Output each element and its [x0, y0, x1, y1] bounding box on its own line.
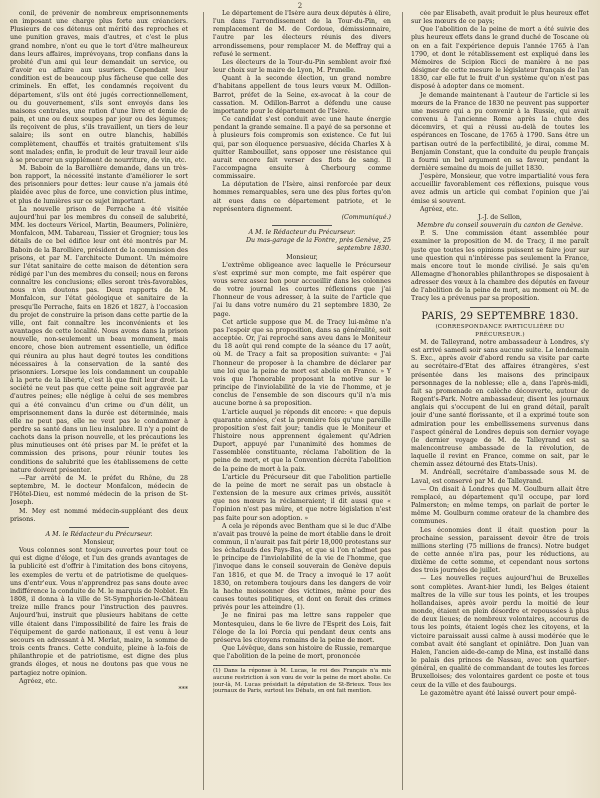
letter-close: Agréez, etc.	[19, 677, 58, 685]
article-paragraph: La nouvelle prison de Perrache a été visitée aujourd'hui par les membres du conseil de salubrité, MM. les docteurs Véricel, Martin, Beaumers, Polinière, Monfalcon, MM. Tabareau, Tissier et Grognier; tous les détails de ce bel édifice leur ont été montrés par M. Baboin de la Barollière, président de la commission des prisons, et par M. l'architecte Dumont. Un mémoire sur l'état sanitaire de cette maison de détention sera rédigé par l'un des membres du conseil; nous en ferons connaître les conclusions; elles seront très-favorables, nous n'en doutons pas. Deux rapports de M. Monfalcon, sur l'état géologique et sanitaire de la presqu'île Perrache, faits en 1826 et 1827, à l'occasion du projet de construire la prison dans cette partie de la ville, ont fait connaître les inconvénients et les avantages de cette localité. Nous avons dans la prison nouvelle, non-seulement un beau monument, mais encore, chose bien autrement essentielle, un édifice qui réunira au plus haut degré toutes les conditions nécessaires à la conservation de la santé des prisonniers. Lorsque les lois condamnent un coupable à la perte de la liberté, c'est là que finit leur droit. La société ne veut pas que cette peine soit aggravée par d'autres peines; elle néglige à celui de ses membres qui a été convaincu d'un crime ou d'un délit, un emprisonnement dans la durée est déterminée, mais elle ne peut pas, elle ne veut pas le condamner à perdre sa santé dans un lieu insalubre. Il n'y a point de cachots dans la prison nouvelle, et les précautions les plus minutieuses ont été prises par M. le préfet et la commission des prisons, pour réunir toutes les conditions de salubrité que les établissemens de cette nature doivent présenter.	[10, 205, 188, 474]
letter-heading: A M. le Rédacteur du Précurseur.	[45, 530, 153, 538]
article-paragraph: Que l'abolition de la peine de mort a été suivie des plus heureux effets dans le grand duché de Toscane où on en a fait l'expérience depuis l'année 1765 à l'an 1790, et dont le rétablissement est expliqué dans les Mémoires de Scipion Ricci de manière à ne pas désigner de cette mesure le législateur français de l'an 1830, car elle fut le fruit d'un système qu'on n'est pas disposé à adopter dans ce moment.	[411, 26, 589, 91]
article-paragraph: — On disait à Londres que M. Goulburn allait être remplacé, au département qu'il occupe, par lord Palmerston; en même temps, on parlait de porter le même M. Goulburn comme orateur de la chambre des communes.	[411, 485, 589, 526]
letter-heading: A M. le Rédacteur du Précurseur.	[248, 229, 356, 237]
column-left	[10, 10, 188, 794]
article-paragraph: L'extrême obligeance avec laquelle le Précurseur s'est exprimé sur mon compte, me fait espérer que vous serez assez bon pour accueillir dans les colonnes de votre journal les courtes réflexions que j'ai l'honneur de vous adresser, à la suite de l'article que j'ai lu dans votre numéro du 21 septembre 1830, 2e page.	[213, 261, 391, 318]
article-paragraph: M. Mey est nommé médecin-suppléant des deux prisons.	[10, 507, 188, 523]
article-paragraph: L'article du Précurseur dit que l'abolition partielle de la peine de mort ne serait pas un obstacle à l'extension de la mesure aux crimes privés, aussitôt que nos mœurs la réclameraient; il dit aussi que « l'opinion n'est pas mûre, et que notre législation n'est pas faite pour son adoption. »	[213, 473, 391, 522]
section-divider	[470, 307, 530, 308]
column-middle	[213, 10, 391, 794]
article-paragraph: M. Andréall, secrétaire d'ambassade sous M. de Laval, est conservé par M. de Talleyrand.	[411, 469, 589, 485]
article-paragraph: J'espère, Monsieur, que votre impartialité vous fera accueillir favorablement ces réflexions, puisque vous avez admis un article qui combat l'opinion que j'ai émise si souvent.	[411, 173, 589, 205]
signature-title: Membre du conseil souverain du canton de Genève.	[417, 222, 583, 230]
letter-close: Agréez, etc.	[420, 205, 459, 213]
article-paragraph: Je ne finirai pas ma lettre sans rappeler que Montesquieu, dans le 6e livre de l'Esprit des Lois, fait l'éloge de la loi Porcia qui pendant deux cents ans préserva les citoyens romains de la peine de mort.	[213, 612, 391, 644]
article-paragraph: Que Lévêque, dans son histoire de Russie, remarque que l'abolition de la peine de mort, prononcée	[213, 645, 391, 661]
article-paragraph: Ce candidat s'est conduit avec une haute énergie pendant la grande semaine. Il a payé de sa personne et à plusieurs fois compromis son existence. Ce fut lui qui, par son éloquence persuasive, décida Charles X à quitter Rambouillet, sans opposer une résistance qui aurait encore fait verser des flots de sang. Il l'accompagna ensuite à Cherbourg comme commissaire.	[213, 116, 391, 181]
article-paragraph: conil, de prévenir de nombreux emprisonnements en imposant une charge plus forte aux créanciers. Plusieurs de ces détenus ont mérité des reproches et une punition graves, mais d'autres, et c'est le plus grand nombre, n'ont eu que le tort d'être malheureux dans leurs affaires, imprévoyans, trop confians dans la probité d'un ami qui leur demandait un service, ou d'avoir eu affaire aux usuriers. Cependant leur condition est de beaucoup plus fâcheuse que celle des criminels. En effet, les condamnés reçoivent du département, s'ils ont été jugés correctionnellement, ou du gouvernement, s'ils sont envoyés dans les maisons centrales, une ration d'une livre et demie de pain, et une ou deux soupes par jour ou des légumes; ils reçoivent de plus, s'ils travaillent, un tiers de leur salaire; ils sont en outre blanchis, habillés complètement, chauffés et traités gratuitement s'ils sont malades; enfin, le produit de leur travail leur aide à se procurer un supplément de nourriture, de vin, etc.	[10, 10, 188, 164]
article-paragraph: — Les nouvelles reçues aujourd'hui de Bruxelles sont complètes. Avant-hier lundi, les Belges étaient maîtres de la ville sur tous les points, et les troupes hollandaises, après avoir perdu la moitié de leur monde, étaient en plein désordre et repoussées à plus de deux lieues; de nombreux volontaires, accourus de tous les points, étaient logés chez les citoyens, et la victoire paraissait aussi calme à aussi modérée que le combat avait été sanglant et opiniâtre. Don Juan van Halen, l'ancien aide-de-camp de Mina, est installé dans le palais des princes de Nassau, avec son quartier-général, en qualité de commandant de toutes les forces Bruxelloises; des volontaires gardent ce poste et tous ceux de la ville et des faubourgs.	[411, 575, 589, 689]
article-paragraph: cée par Elisabeth, avait produit le plus heureux effet sur les mœurs de ce pays;	[411, 10, 589, 26]
article-paragraph: Cet article suppose que M. de Tracy lui-même n'a pas l'espoir que sa proposition, dans sa généralité, soit acceptée. Or, j'ai reproché sans aveu dans le Moniteur du 18 août qui rend compte de la séance du 17 août, où M. de Tracy a fait sa proposition suivante: « J'ai l'honneur de proposer à la chambre de déclarer par une loi que la peine de mort est abolie en France. » Y vois que l'honorable proposant la motive sur le principe de l'inviolabilité de la vie de l'homme, et je conclus de l'ensemble de son discours qu'il n'a mis aucune borne à sa proposition.	[213, 318, 391, 408]
letter-dateline: Du mas-garage de la Fontre, près Genève, 25 septembre 1830.	[245, 237, 391, 253]
correspondence-label: (CORRESPONDANCE PARTICULIÈRE DU PRÉCURSEUR.)	[435, 323, 565, 338]
article-paragraph: La députation de l'Isère, ainsi renforcée par deux hommes remarquables, sera une des plus fortes qu'on ait eues dans ce département patriote, et le représentera dignement.	[213, 181, 391, 213]
letter-signature: ***	[178, 685, 188, 693]
column-rule-left	[203, 12, 204, 790]
article-paragraph: —Par arrêté de M. le préfet du Rhône, du 28 septembre, M. le docteur Monfalcon, médecin de l'Hôtel-Dieu, est nommé médecin de la prison de St-Joseph.	[10, 474, 188, 507]
article-paragraph: Les électeurs de la Tour-du-Pin semblent avoir fixé leur choix sur le maire de Lyon, M. Prunelle.	[213, 58, 391, 75]
column-right	[411, 10, 589, 794]
letter-salutation: Monsieur,	[286, 253, 318, 261]
article-paragraph: Le gazomètre ayant été laissé ouvert pour empê-	[420, 689, 577, 697]
dateline-heading: PARIS, 29 SEPTEMBRE 1830.	[421, 310, 579, 322]
article-paragraph: A cela je réponds avec Bentham que si le duc d'Albe n'avait pas trouvé la peine de mort établie dans le droit commun, il n'aurait pas fait périr 18,000 protestans sur les échafauds des Pays-Bas, et que si l'on n'admet pas le principe de l'inviolabilité de la vie de l'homme, que j'invoque dans le conseil souverain de Genève depuis l'an 1816, et que M. de Tracy a invoqué le 17 août 1830, on retombera toujours dans les dangers de voir la hache moissonner des victimes, même pour des causes toutes politiques, et dont on ferait des crimes privés pour les atteindre (1).	[213, 522, 391, 612]
footnote: (1) Dans la réponse à M. Lucas, le roi des Français n'a mis aucune restriction à son vœu de voir la peine de mort abolie. Ce jour-là, M. Lucas présidait la députation de St-Brieux. Tous les journaux de Paris, surtout les Débats, en ont fait mention.	[213, 665, 391, 694]
article-paragraph: M. de Talleyrand, notre ambassadeur à Londres, s'y est arrivé samedi soir sans aucune suite. Le lendemain S. Exc., après avoir d'abord rendu sa visite par carte au secrétaire-d'Etat des affaires étrangères, s'est présentée dans les maisons des principaux personnages de la noblesse; elle a, dans l'après-midi, fait sa promenade en calèche découverte, autour de Regent's-Park. Notre ambassadeur, disent les journaux anglais qui s'occupent de lui en grand détail, paraît jouir d'une santé florissante, et il a exprimé toute son admiration pour les embellissemens survenus dans l'aspect général de Londres depuis son dernier voyage (le dernier voyage de M. de Talleyrand est sa malencontreuse ambassade de la révolution, de laquelle il revint en France, comme on sait, par le chemin assez détourné des Etats-Unis).	[411, 338, 589, 469]
article-paragraph: Le département de l'Isère aura deux députés à élire, l'un dans l'arrondissement de la Tour-du-Pin, en remplacement de M. de Cordoue, démissionnaire, l'autre par les électeurs réunis des divers arrondissemens, pour remplacer M. de Meffray qui a refusé le serment.	[213, 10, 391, 58]
column-rule-right	[402, 12, 403, 790]
page-number: 2	[297, 2, 303, 10]
article-paragraph: Les économies dont il était question pour la prochaine session, paraissent devoir être de trois millions sterling (75 millions de francs). Notre budget de cette année n'ira pas, pour les réductions, au dixième de cette somme, et cependant nous sortons des trois journées de juillet.	[411, 526, 589, 575]
article-paragraph: M. Baboin de la Barollière demande, dans un très-bon rapport, la nécessité instante d'améliorer le sort des prisonniers pour dettes: leur cause n'a jamais été plaidée avec plus de force, une conviction plus intime, et plus de lumières sur ce sujet important.	[10, 164, 188, 205]
article-paragraph: L'article auquel je réponds dit encore: « que depuis quarante années, c'est la première fois qu'une pareille proposition s'est fait jour; tandis que le Moniteur et l'histoire nous apprennent également qu'Adrien Duport, appuyé par l'unanimité des hommes de l'assemblée constituante, réclama l'abolition de la peine de mort, et que la Convention décréta l'abolition de la peine de mort à la paix.	[213, 408, 391, 473]
section-divider	[272, 225, 332, 226]
article-paragraph: P. S. Une commission étant assemblée pour examiner la proposition de M. de Tracy, il me paraît juste que toutes les opinions puissent se faire jour sur une question qui n'intéresse pas seulement la France, mais encore tout le monde civilisé. Je sais qu'en Allemagne d'honorables philanthropes se disposaient à adresser des vœux à la chambre des députés en faveur de l'abolition de la peine de mort, au moment où M. de Tracy les a prévenus par sa proposition.	[411, 230, 589, 303]
article-credit: (Communiqué.)	[341, 213, 391, 221]
article-paragraph: Quant à la seconde élection, un grand nombre d'habitans appellent de tous leurs vœux M. Odillon-Barrot, préfet de la Seine, ex-avocat à la cour de cassation. M. Odillon-Barrot a défendu une cause importante pour le département de l'Isère.	[213, 75, 391, 115]
article-paragraph: Je demande maintenant à l'auteur de l'article si les mœurs de la France de 1830 ne peuvent pas supporter une mesure qui a pu convenir à la Russie, qui avait convenu à l'ancienne Rome après la chute des décemvirs, et qui a réussi au-delà de toutes les espérances en Toscane, de 1765 à 1790. Sans être un partisan outré de la perfectibilité, je dirai, comme M. Benjamin Constant, que la conduite du peuple français a fourni un bel argument en sa faveur, pendant la dernière semaine du mois de juillet 1830.	[411, 91, 589, 172]
article-paragraph: Vous colonnes sont toujours ouvertes pour tout ce qui est digne d'éloge, et l'un des grands avantages de la publicité est d'offrir à l'imitation des bons citoyens, les exemples de vertu et de patriotisme de quelques-uns d'entr'eux. Vous n'apprendrez pas sans doute avec indifférence la conduite de M. le marquis de Noblet. En 1808, il donna à la ville de St-Symphorien-le-Château treize mille francs pour l'instruction des pauvres. Aujourd'hui, instruit que plusieurs habitans de cette ville étaient dans l'impossibilité de faire les frais de l'équipement de garde nationaux, il est venu à leur secours en adressant à M. Merlat, maire, la somme de trois cents francs. Cette conduite, pleine à la-fois de philanthropie et de patriotisme, est digne des plus grands éloges, et nous ne doutons pas que vous ne partagiez notre opinion.	[10, 547, 188, 677]
section-divider	[69, 527, 129, 528]
letter-signature: J.-J. de Sellon,	[478, 213, 522, 221]
letter-salutation: Monsieur,	[83, 539, 115, 546]
